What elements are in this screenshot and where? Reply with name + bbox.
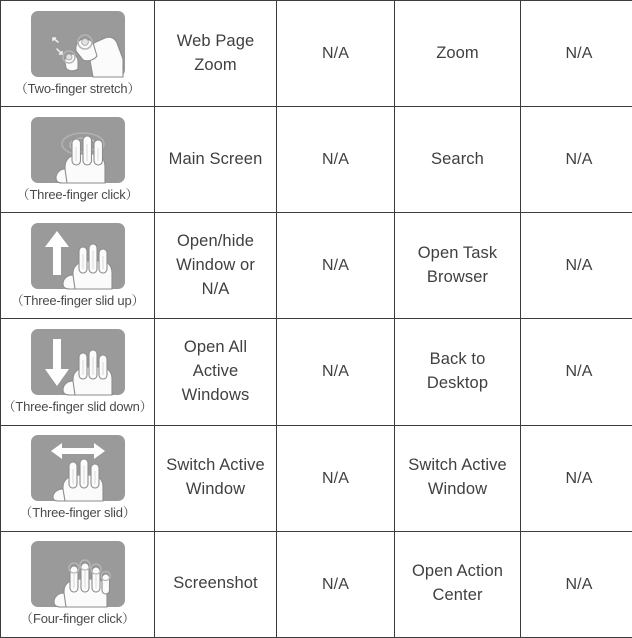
table-row	[1, 1, 632, 107]
gesture-caption: （Three-finger click）	[16, 186, 139, 202]
four-finger-click-icon	[31, 541, 125, 607]
action-secondary-label: N/A	[322, 151, 349, 169]
three-finger-click-icon	[31, 117, 125, 183]
touchpad-illustration	[31, 541, 125, 607]
gesture-cell-two-finger-stretch	[1, 1, 155, 107]
action-primary-label: Web Page Zoom	[176, 31, 255, 74]
touchpad-illustration	[31, 117, 125, 183]
action-primary-label: Screenshot	[173, 574, 258, 593]
action-quaternary-cell	[521, 319, 632, 425]
action-tertiary-cell	[395, 107, 521, 213]
action-secondary-cell	[277, 531, 395, 637]
gesture-caption: （Four-finger click）	[20, 611, 135, 627]
action-tertiary-label: Back to Desktop	[426, 350, 489, 393]
action-primary-cell	[155, 213, 277, 319]
action-quaternary-label: N/A	[565, 575, 593, 593]
action-tertiary-cell	[395, 213, 521, 319]
action-tertiary-cell	[395, 1, 521, 107]
gesture-cell-three-finger-slid-up	[1, 213, 155, 319]
gesture-cell-three-finger-click	[1, 107, 155, 213]
gesture-cell-three-finger-slid	[1, 425, 155, 531]
action-primary-cell	[155, 319, 277, 425]
action-tertiary-cell	[395, 319, 521, 425]
action-quaternary-label: N/A	[565, 44, 593, 62]
action-secondary-cell	[277, 425, 395, 531]
action-quaternary-label: N/A	[565, 469, 593, 487]
table-row	[1, 213, 632, 319]
action-tertiary-label: Switch Active Window	[408, 456, 507, 499]
action-primary-label: Switch Active Window	[166, 456, 265, 499]
action-primary-cell	[155, 1, 277, 107]
action-secondary-label: N/A	[322, 44, 349, 62]
arrow-left-right-three-finger-icon	[31, 435, 125, 501]
touchpad-illustration	[31, 11, 125, 77]
table-row	[1, 425, 632, 531]
arrow-down-three-finger-icon	[31, 329, 125, 395]
action-quaternary-label: N/A	[565, 151, 593, 169]
action-secondary-label: N/A	[322, 257, 349, 275]
action-secondary-label: N/A	[322, 575, 349, 593]
action-quaternary-cell	[521, 1, 632, 107]
action-tertiary-label: Zoom	[436, 43, 479, 62]
action-primary-cell	[155, 425, 277, 531]
action-quaternary-label: N/A	[565, 363, 593, 381]
touchpad-illustration	[31, 223, 125, 289]
action-primary-label: Main Screen	[168, 149, 263, 168]
gesture-caption: （Three-finger slid up）	[10, 292, 145, 308]
gesture-cell-four-finger-click	[1, 531, 155, 637]
action-tertiary-label: Search	[431, 149, 484, 168]
action-quaternary-cell	[521, 531, 632, 637]
action-tertiary-label: Open Action Center	[412, 562, 503, 605]
action-tertiary-cell	[395, 531, 521, 637]
action-tertiary-cell	[395, 425, 521, 531]
action-secondary-cell	[277, 1, 395, 107]
action-tertiary-label: Open Task Browser	[417, 243, 498, 286]
touchpad-illustration	[31, 329, 125, 395]
touchpad-illustration	[31, 435, 125, 501]
action-secondary-cell	[277, 107, 395, 213]
two-finger-stretch-icon	[31, 11, 125, 77]
action-quaternary-cell	[521, 107, 632, 213]
gesture-caption: （Three-finger slid）	[19, 505, 136, 521]
action-primary-cell	[155, 531, 277, 637]
action-secondary-cell	[277, 213, 395, 319]
arrow-up-three-finger-icon	[31, 223, 125, 289]
action-secondary-label: N/A	[322, 363, 349, 381]
table-row	[1, 531, 632, 637]
action-primary-cell	[155, 107, 277, 213]
action-secondary-cell	[277, 319, 395, 425]
table-row	[1, 107, 632, 213]
action-primary-label: Open/hide Window or N/A	[176, 232, 255, 298]
gesture-caption: （Two-finger stretch）	[14, 80, 141, 96]
gesture-caption: （Three-finger slid down）	[2, 399, 153, 415]
action-primary-label: Open All Active Windows	[181, 338, 250, 404]
gesture-cell-three-finger-slid-down	[1, 319, 155, 425]
action-quaternary-cell	[521, 213, 632, 319]
action-quaternary-cell	[521, 425, 632, 531]
action-quaternary-label: N/A	[565, 257, 593, 275]
table-row	[1, 319, 632, 425]
action-secondary-label: N/A	[322, 469, 349, 487]
table-body	[1, 1, 632, 638]
